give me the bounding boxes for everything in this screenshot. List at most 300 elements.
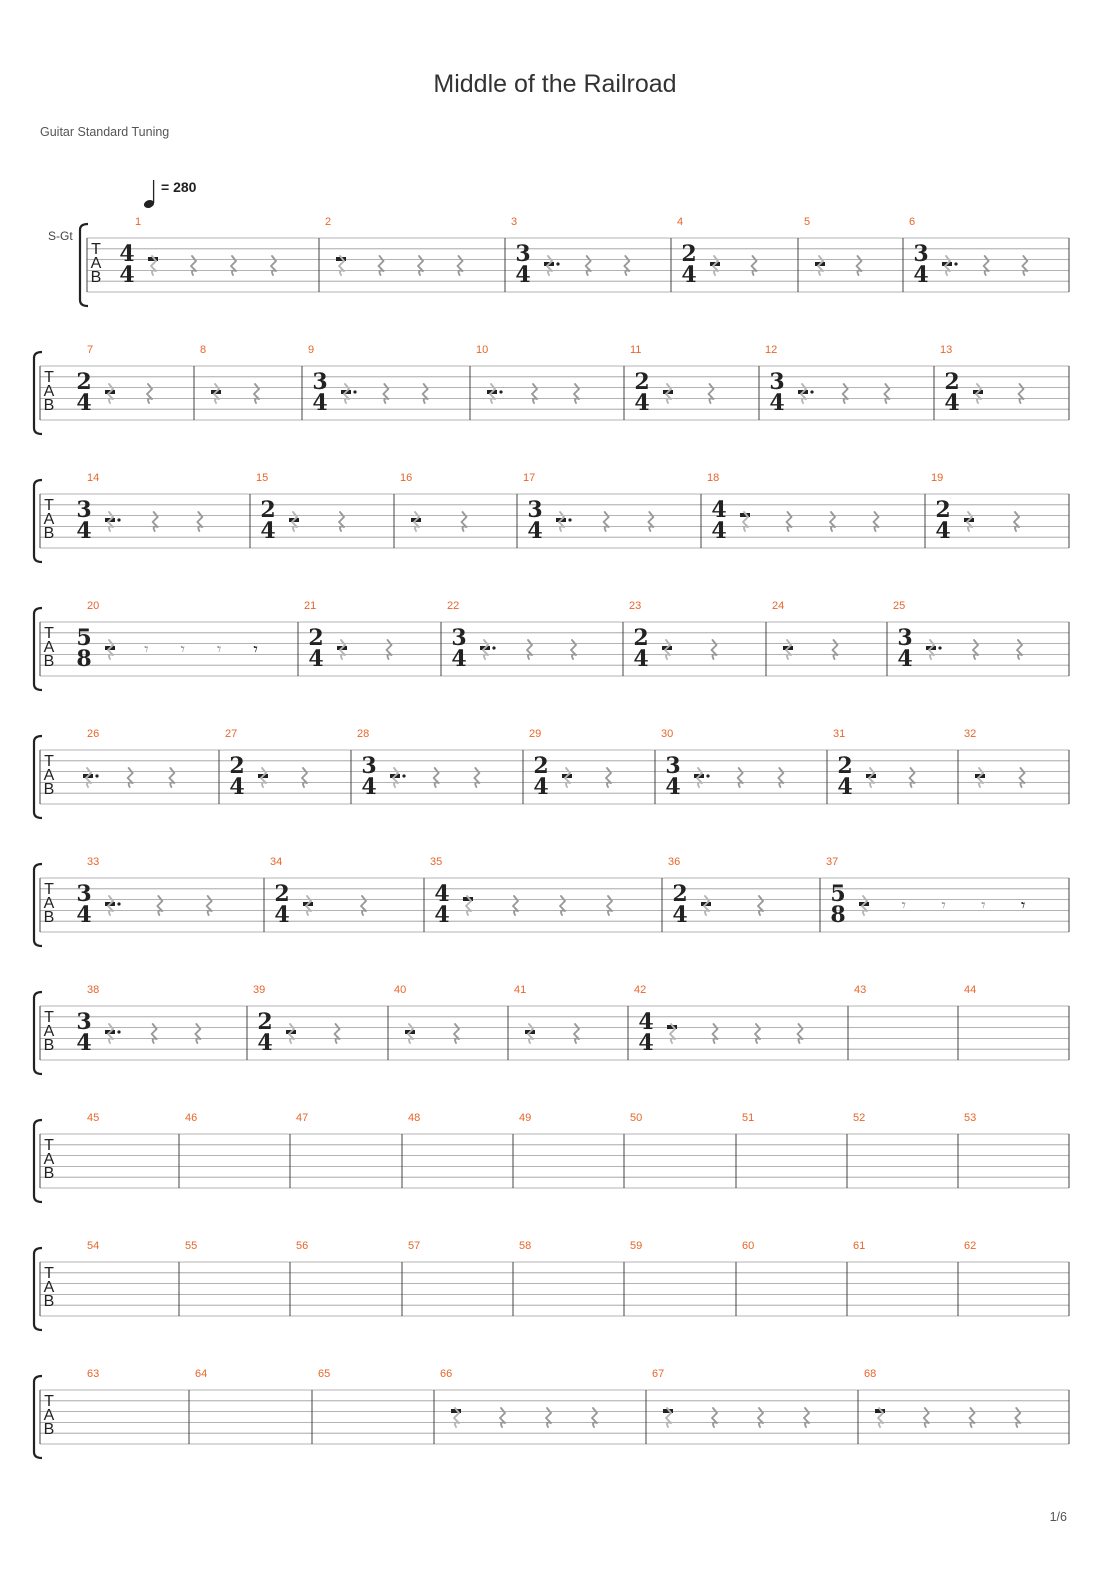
rest-dot <box>492 646 495 649</box>
quarter-rest-icon <box>207 896 212 915</box>
quarter-rest-icon <box>924 1408 929 1427</box>
measure <box>200 344 259 403</box>
measure <box>940 344 1024 416</box>
quarter-rest-icon <box>712 640 717 659</box>
quarter-rest-icon <box>532 384 537 403</box>
measure-number: 60 <box>742 1240 755 1252</box>
time-signature-top: 3 <box>897 625 913 651</box>
time-signature-top: 2 <box>257 1009 273 1035</box>
time-signature-bottom: 4 <box>711 518 727 544</box>
system-bracket <box>34 1376 42 1458</box>
measure <box>225 728 307 800</box>
measure-number: 46 <box>185 1112 198 1124</box>
measure <box>853 1240 865 1252</box>
measure <box>357 728 479 800</box>
quarter-rest-icon <box>804 1408 809 1427</box>
time-signature-top: 3 <box>527 497 543 523</box>
time-signature-top: 3 <box>913 241 929 267</box>
time-signature-bottom: 4 <box>672 902 688 928</box>
quarter-rest-icon <box>254 384 259 403</box>
measure-number: 20 <box>87 600 100 612</box>
time-signature-bottom: 4 <box>837 774 853 800</box>
quarter-rest-icon <box>147 384 152 403</box>
time-signature-top: 3 <box>312 369 328 395</box>
quarter-rest-icon <box>560 896 565 915</box>
time-signature-top: 2 <box>672 881 688 907</box>
time-signature-top: 2 <box>681 241 697 267</box>
time-signature-bottom: 4 <box>935 518 951 544</box>
measure-number: 29 <box>529 728 542 740</box>
quarter-rest-icon <box>462 512 467 531</box>
measure-number: 27 <box>225 728 238 740</box>
rest-dot <box>402 774 405 777</box>
quarter-rest-icon <box>339 512 344 531</box>
measure-number: 25 <box>893 600 906 612</box>
measure <box>185 1112 197 1124</box>
time-signature-top: 2 <box>634 369 650 395</box>
eighth-rest-icon: 𝄾 <box>1020 896 1026 916</box>
time-signature-bottom: 4 <box>633 646 649 672</box>
measure <box>668 856 763 928</box>
measure-number: 34 <box>270 856 283 868</box>
measure <box>87 1368 99 1380</box>
quarter-rest-icon <box>758 1408 763 1427</box>
measure <box>909 216 1027 288</box>
tab-clef-letter: T <box>44 369 54 386</box>
time-signature-top: 3 <box>665 753 681 779</box>
tab-clef-letter: A <box>43 895 55 912</box>
tab-clef-letter: B <box>43 781 55 798</box>
eighth-rest-icon: 𝄾 <box>144 640 149 660</box>
quarter-rest-icon <box>379 256 384 275</box>
quarter-rest-icon <box>624 256 629 275</box>
tab-clef-letter: B <box>43 525 55 542</box>
tab-clef-letter: T <box>44 1137 54 1154</box>
rest-dot <box>706 774 709 777</box>
measure <box>964 728 1025 787</box>
measure <box>765 344 889 416</box>
measure <box>296 1240 308 1252</box>
tuning-label: Guitar Standard Tuning <box>40 125 170 139</box>
system-bracket <box>34 864 42 946</box>
tab-clef-letter: A <box>90 255 102 272</box>
song-title: Middle of the Railroad <box>433 70 677 98</box>
quarter-rest-icon <box>1015 1408 1020 1427</box>
quarter-rest-icon <box>910 768 915 787</box>
quarter-rest-icon <box>418 256 423 275</box>
tab-system <box>34 1240 1069 1330</box>
measure-number: 22 <box>447 600 460 612</box>
measure-number: 36 <box>668 856 681 868</box>
measure-number: 30 <box>661 728 674 740</box>
eighth-rest-icon: 𝄾 <box>216 640 222 660</box>
measure <box>304 600 392 672</box>
tab-clef-letter: A <box>43 1023 55 1040</box>
measure-number: 4 <box>677 216 684 228</box>
quarter-rest-icon <box>335 1024 340 1043</box>
tab-clef-letter: B <box>43 1037 55 1054</box>
time-signature-bottom: 4 <box>260 518 276 544</box>
time-signature-bottom: 4 <box>897 646 913 672</box>
time-signature-bottom: 4 <box>634 390 650 416</box>
quarter-rest-icon <box>843 384 848 403</box>
system-bracket <box>34 1120 42 1202</box>
instrument-label: S-Gt <box>48 229 73 243</box>
measure-number: 58 <box>519 1240 532 1252</box>
quarter-rest-icon <box>546 1408 551 1427</box>
measure <box>630 1112 642 1124</box>
measure-number: 41 <box>514 984 527 996</box>
measure <box>325 216 463 275</box>
tab-clef-letter: B <box>43 1165 55 1182</box>
measure-number: 45 <box>87 1112 100 1124</box>
measure-number: 12 <box>765 344 778 356</box>
quarter-rest-icon <box>874 512 879 531</box>
measure-number: 55 <box>185 1240 198 1252</box>
time-signature-top: 2 <box>260 497 276 523</box>
quarter-rest-icon <box>574 384 579 403</box>
tab-system <box>34 600 1069 690</box>
measure <box>523 472 653 544</box>
measure-number: 19 <box>931 472 944 484</box>
time-signature-bottom: 4 <box>944 390 960 416</box>
quarter-rest-icon <box>778 768 783 787</box>
time-signature-top: 2 <box>837 753 853 779</box>
measure-number: 7 <box>87 344 94 356</box>
time-signature-top: 5 <box>830 881 846 907</box>
quarter-rest-icon <box>474 768 479 787</box>
measure <box>630 344 714 416</box>
measure-number: 23 <box>629 600 642 612</box>
measure-number: 28 <box>357 728 370 740</box>
measure <box>772 600 838 659</box>
quarter-rest-icon <box>1014 512 1019 531</box>
measure <box>185 1240 197 1252</box>
quarter-rest-icon <box>712 1408 717 1427</box>
tab-system <box>34 344 1069 434</box>
measure <box>854 984 866 996</box>
measure <box>833 728 915 800</box>
measure-number: 26 <box>87 728 100 740</box>
quarter-rest-icon <box>361 896 366 915</box>
tempo-value: = 280 <box>161 179 197 195</box>
time-signature-bottom: 4 <box>638 1030 654 1056</box>
rest-dot <box>938 646 941 649</box>
quarter-rest-icon <box>884 384 889 403</box>
measure-number: 11 <box>630 344 642 356</box>
measure-number: 53 <box>964 1112 977 1124</box>
measure <box>76 472 202 544</box>
quarter-rest-icon <box>648 512 653 531</box>
quarter-rest-icon <box>755 1024 760 1043</box>
quarter-rest-icon <box>607 896 612 915</box>
quarter-rest-icon <box>592 1408 597 1427</box>
measure-number: 50 <box>630 1112 643 1124</box>
rest-dot <box>117 518 120 521</box>
quarter-rest-icon <box>758 896 763 915</box>
tab-clef-letter: T <box>44 625 54 642</box>
tab-system <box>34 728 1069 818</box>
measure-number: 48 <box>408 1112 421 1124</box>
quarter-rest-icon <box>153 512 158 531</box>
rest-dot <box>954 262 957 265</box>
system-bracket <box>34 480 42 562</box>
rest-dot <box>810 390 813 393</box>
measure-number: 13 <box>940 344 953 356</box>
measure <box>270 856 366 928</box>
measure <box>440 1368 597 1427</box>
measure-number: 38 <box>87 984 100 996</box>
quarter-rest-icon <box>513 896 518 915</box>
quarter-rest-icon <box>1017 640 1022 659</box>
eighth-rest-icon: 𝄾 <box>901 896 907 916</box>
quarter-rest-icon <box>527 640 532 659</box>
time-signature-bottom: 4 <box>515 262 531 288</box>
measure <box>76 344 152 416</box>
quarter-rest-icon <box>970 1408 975 1427</box>
time-signature-top: 4 <box>434 881 450 907</box>
time-signature-top: 5 <box>76 625 92 651</box>
quarter-rest-icon <box>984 256 989 275</box>
measure-number: 8 <box>200 344 207 356</box>
time-signature-top: 4 <box>711 497 727 523</box>
rest-dot <box>353 390 356 393</box>
measure <box>408 1240 420 1252</box>
tab-clef-letter: A <box>43 767 55 784</box>
quarter-rest-icon <box>973 640 978 659</box>
measure-number: 63 <box>87 1368 100 1380</box>
measure <box>76 856 211 928</box>
tab-clef-letter: A <box>43 1407 55 1424</box>
tab-clef-letter: T <box>44 1393 54 1410</box>
time-signature-top: 2 <box>308 625 324 651</box>
measure <box>519 1240 531 1252</box>
measure-number: 67 <box>652 1368 665 1380</box>
tab-system <box>34 472 1069 562</box>
measure-number: 35 <box>430 856 443 868</box>
measure-number: 31 <box>833 728 846 740</box>
measure <box>514 984 579 1043</box>
measure <box>629 600 717 672</box>
tab-clef-letter: B <box>43 397 55 414</box>
measure-number: 68 <box>864 1368 877 1380</box>
measure <box>476 344 579 403</box>
measure <box>76 984 200 1056</box>
time-signature-top: 4 <box>119 241 135 267</box>
time-signature-top: 3 <box>451 625 467 651</box>
tab-clef-letter: A <box>43 639 55 656</box>
measure <box>253 984 340 1056</box>
time-signature-top: 2 <box>229 753 245 779</box>
measure-number: 17 <box>523 472 536 484</box>
time-signature-bottom: 4 <box>308 646 324 672</box>
tab-system <box>48 216 1069 306</box>
page-number: 1/6 <box>1049 1510 1067 1524</box>
measure-number: 56 <box>296 1240 309 1252</box>
tab-system <box>34 1368 1069 1458</box>
quarter-rest-icon <box>271 256 276 275</box>
time-signature-top: 3 <box>361 753 377 779</box>
measure <box>529 728 611 800</box>
tab-clef-letter: A <box>43 1151 55 1168</box>
measure <box>394 984 459 1043</box>
time-signature-top: 2 <box>633 625 649 651</box>
measure <box>318 1368 330 1380</box>
system-bracket <box>34 736 42 818</box>
rest-dot <box>568 518 571 521</box>
time-signature-bottom: 4 <box>533 774 549 800</box>
measure-number: 44 <box>964 984 977 996</box>
time-signature-top: 3 <box>515 241 531 267</box>
measure-number: 61 <box>853 1240 866 1252</box>
time-signature-top: 2 <box>76 369 92 395</box>
tab-clef-letter: T <box>44 1265 54 1282</box>
measure <box>661 728 783 800</box>
measure-number: 5 <box>804 216 811 228</box>
tab-clef-letter: A <box>43 383 55 400</box>
quarter-rest-icon <box>586 256 591 275</box>
quarter-rest-icon <box>231 256 236 275</box>
measure-number: 49 <box>519 1112 532 1124</box>
measure-number: 24 <box>772 600 785 612</box>
time-signature-bottom: 4 <box>681 262 697 288</box>
time-signature-bottom: 4 <box>76 1030 92 1056</box>
measure <box>864 1368 1020 1427</box>
measure <box>742 1112 754 1124</box>
rest-dot <box>117 1030 120 1033</box>
time-signature-bottom: 8 <box>76 646 92 672</box>
measure <box>76 600 258 672</box>
time-signature-top: 3 <box>76 497 92 523</box>
quarter-rest-icon <box>500 1408 505 1427</box>
measure-number: 54 <box>87 1240 100 1252</box>
eighth-rest-icon: 𝄾 <box>253 640 258 660</box>
rest-dot <box>95 774 98 777</box>
measure-number: 40 <box>394 984 407 996</box>
tab-clef-letter: T <box>44 881 54 898</box>
measure-number: 52 <box>853 1112 866 1124</box>
measure-number: 21 <box>304 600 317 612</box>
time-signature-top: 4 <box>638 1009 654 1035</box>
time-signature-bottom: 4 <box>527 518 543 544</box>
time-signature-top: 3 <box>769 369 785 395</box>
measure-number: 37 <box>826 856 839 868</box>
measure <box>893 600 1022 672</box>
system-bracket <box>34 1248 42 1330</box>
tab-clef-letter: B <box>90 269 102 286</box>
quarter-rest-icon <box>787 512 792 531</box>
time-signature-top: 2 <box>935 497 951 523</box>
tab-clef-letter: A <box>43 1279 55 1296</box>
time-signature-bottom: 4 <box>76 902 92 928</box>
quarter-rest-icon <box>709 384 714 403</box>
measure <box>119 216 276 288</box>
measure <box>964 1112 976 1124</box>
quarter-rest-icon <box>606 768 611 787</box>
tab-system <box>34 984 1069 1074</box>
quarter-rest-icon <box>454 1024 459 1043</box>
measure-number: 62 <box>964 1240 977 1252</box>
measure-number: 2 <box>325 216 332 228</box>
measure-number: 1 <box>135 216 142 228</box>
measure-number: 39 <box>253 984 266 996</box>
measure <box>308 344 428 416</box>
quarter-rest-icon <box>833 640 838 659</box>
quarter-rest-icon <box>458 256 463 275</box>
time-signature-bottom: 8 <box>830 902 846 928</box>
quarter-rest-icon <box>713 1024 718 1043</box>
measure <box>430 856 612 928</box>
quarter-rest-icon <box>302 768 307 787</box>
quarter-rest-icon <box>152 1024 157 1043</box>
measure-number: 16 <box>400 472 413 484</box>
time-signature-bottom: 4 <box>361 774 377 800</box>
measure <box>707 472 879 544</box>
measure <box>931 472 1019 544</box>
tab-clef-letter: A <box>43 511 55 528</box>
quarter-rest-icon <box>191 256 196 275</box>
measure <box>408 1112 420 1124</box>
measure-number: 18 <box>707 472 720 484</box>
measure-number: 59 <box>630 1240 643 1252</box>
measure <box>296 1112 308 1124</box>
quarter-rest-icon <box>1019 384 1024 403</box>
eighth-rest-icon: 𝄾 <box>981 896 986 916</box>
tab-clef-letter: B <box>43 1293 55 1310</box>
measure-number: 47 <box>296 1112 309 1124</box>
quarter-rest-icon <box>1020 768 1025 787</box>
time-signature-top: 2 <box>533 753 549 779</box>
quarter-rest-icon <box>197 512 202 531</box>
time-signature-bottom: 4 <box>229 774 245 800</box>
measure-number: 33 <box>87 856 100 868</box>
quarter-rest-icon <box>830 512 835 531</box>
measure-number: 64 <box>195 1368 208 1380</box>
tab-clef-letter: T <box>91 241 101 258</box>
measure-number: 14 <box>87 472 100 484</box>
time-signature-bottom: 4 <box>312 390 328 416</box>
quarter-rest-icon <box>604 512 609 531</box>
measure-number: 57 <box>408 1240 421 1252</box>
measure-number: 32 <box>964 728 977 740</box>
tab-clef-letter: B <box>43 909 55 926</box>
measure-number: 9 <box>308 344 315 356</box>
measure <box>826 856 1025 928</box>
measure <box>804 216 862 275</box>
quarter-rest-icon <box>195 1024 200 1043</box>
measure <box>447 600 576 672</box>
time-signature-bottom: 4 <box>434 902 450 928</box>
eighth-rest-icon: 𝄾 <box>941 896 946 916</box>
measure <box>742 1240 754 1252</box>
measure <box>256 472 344 544</box>
time-signature-bottom: 4 <box>76 390 92 416</box>
measure-number: 6 <box>909 216 916 228</box>
system-bracket <box>34 352 42 434</box>
quarter-rest-icon <box>157 896 162 915</box>
time-signature-bottom: 4 <box>451 646 467 672</box>
measure <box>652 1368 809 1427</box>
measure <box>87 1112 99 1124</box>
quarter-rest-icon <box>738 768 743 787</box>
quarter-rest-icon <box>1022 256 1027 275</box>
system-bracket <box>34 992 42 1074</box>
rest-dot <box>556 262 559 265</box>
tab-clef-letter: B <box>43 653 55 670</box>
time-signature-bottom: 4 <box>119 262 135 288</box>
system-bracket <box>34 608 42 690</box>
quarter-rest-icon <box>383 384 388 403</box>
